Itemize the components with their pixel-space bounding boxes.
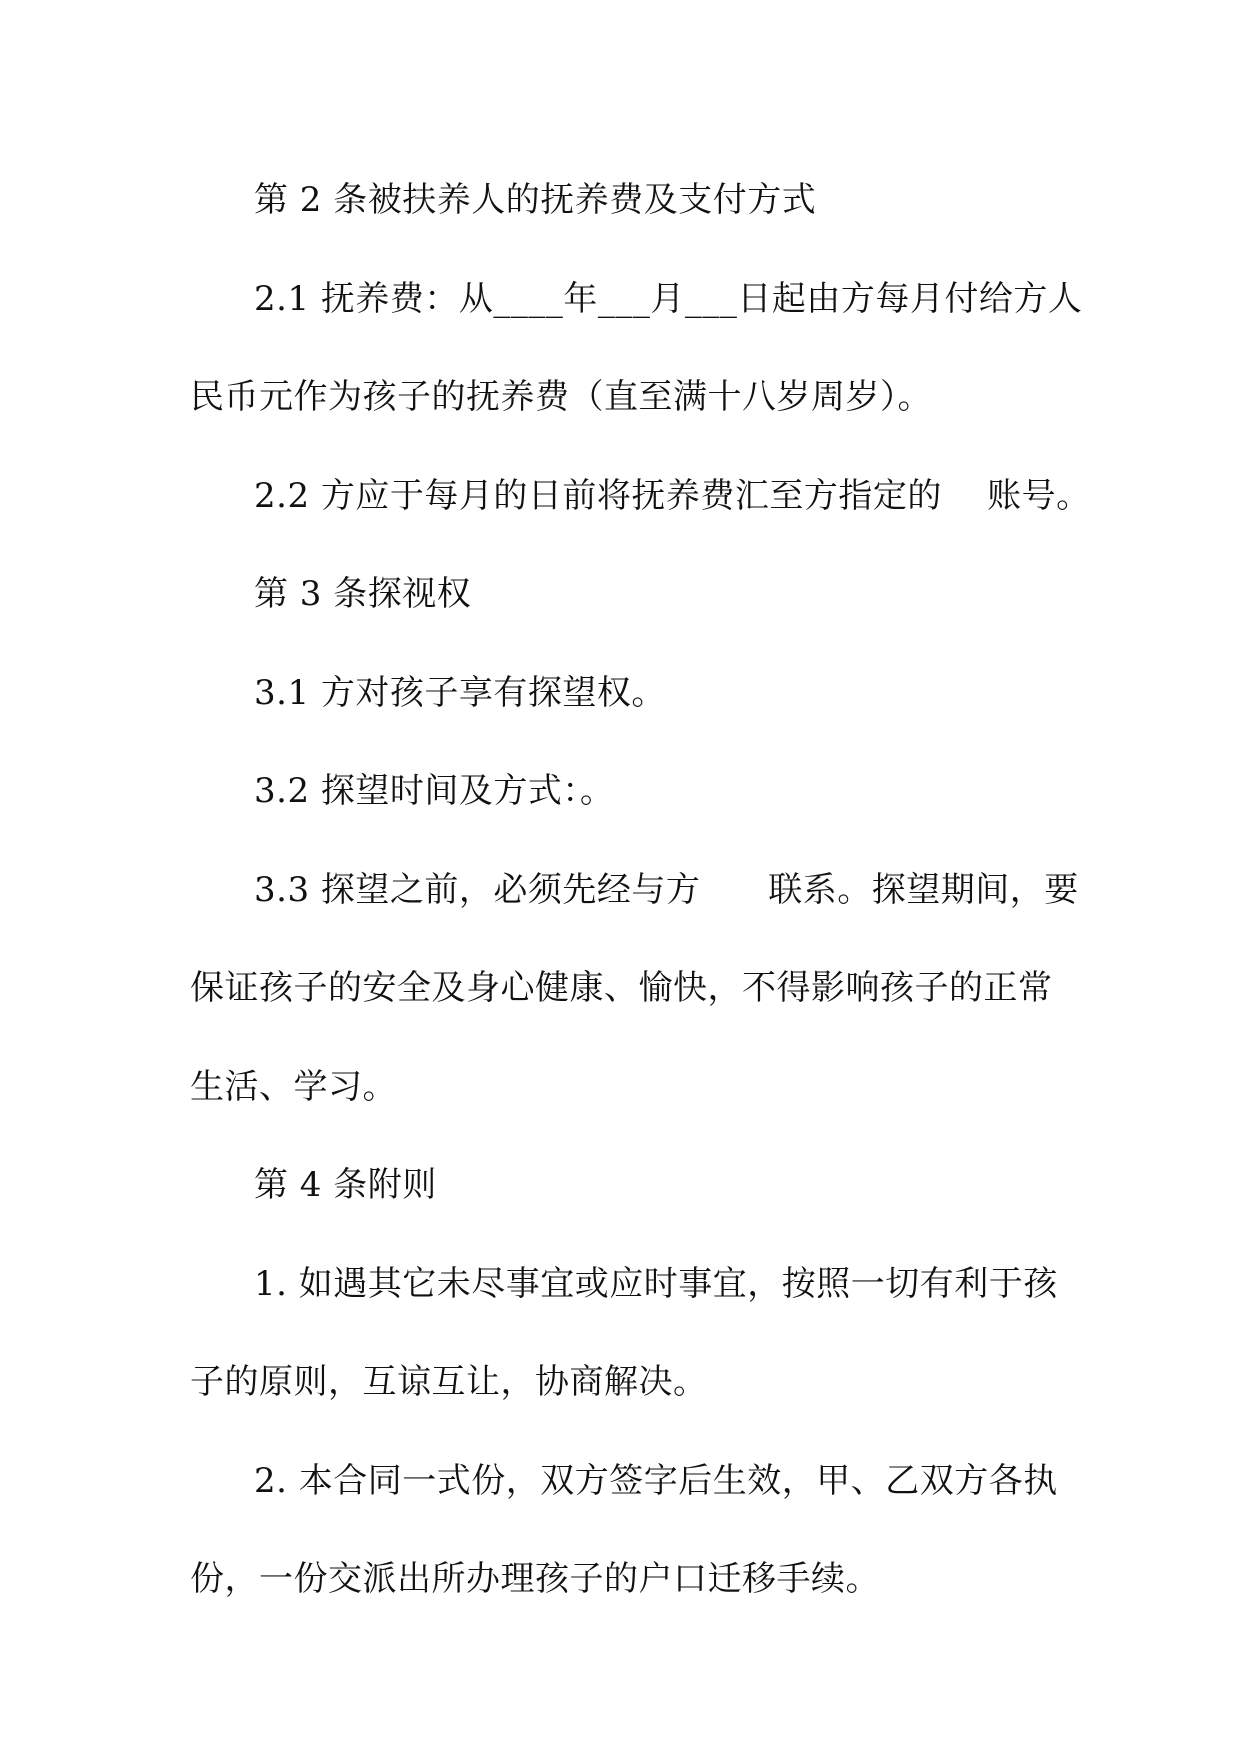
article-3-heading: 第 3 条探视权 <box>254 574 472 614</box>
clause-3-3-line-2: 保证孩子的安全及身心健康、愉快，不得影响孩子的正常 <box>190 968 1053 1008</box>
clause-3-1: 3.1 方对孩子享有探望权。 <box>254 673 666 713</box>
clause-2-1-line-1: 2.1 抚养费：从____年___月___日起由方每月付给方人 <box>254 279 1083 319</box>
clause-3-2: 3.2 探望时间及方式：。 <box>254 771 615 811</box>
clause-4-1-line-1: 1. 如遇其它未尽事宜或应时事宜，按照一切有利于孩 <box>254 1264 1058 1304</box>
clause-2-2: 2.2 方应于每月的日前将抚养费汇至方指定的 账号。 <box>254 476 1091 516</box>
clause-3-3-line-1: 3.3 探望之前，必须先经与方 联系。探望期间，要 <box>254 870 1079 910</box>
clause-4-2-line-1: 2. 本合同一式份，双方签字后生效，甲、乙双方各执 <box>254 1461 1058 1501</box>
clause-4-1-line-2: 子的原则，互谅互让，协商解决。 <box>190 1362 708 1402</box>
clause-2-1-line-2: 民币元作为孩子的抚养费（直至满十八岁周岁）。 <box>190 377 932 417</box>
article-2-heading: 第 2 条被扶养人的抚养费及支付方式 <box>254 180 817 220</box>
clause-4-2-line-2: 份，一份交派出所办理孩子的户口迁移手续。 <box>190 1559 880 1599</box>
clause-3-3-line-3: 生活、学习。 <box>190 1067 397 1107</box>
article-4-heading: 第 4 条附则 <box>254 1165 437 1205</box>
